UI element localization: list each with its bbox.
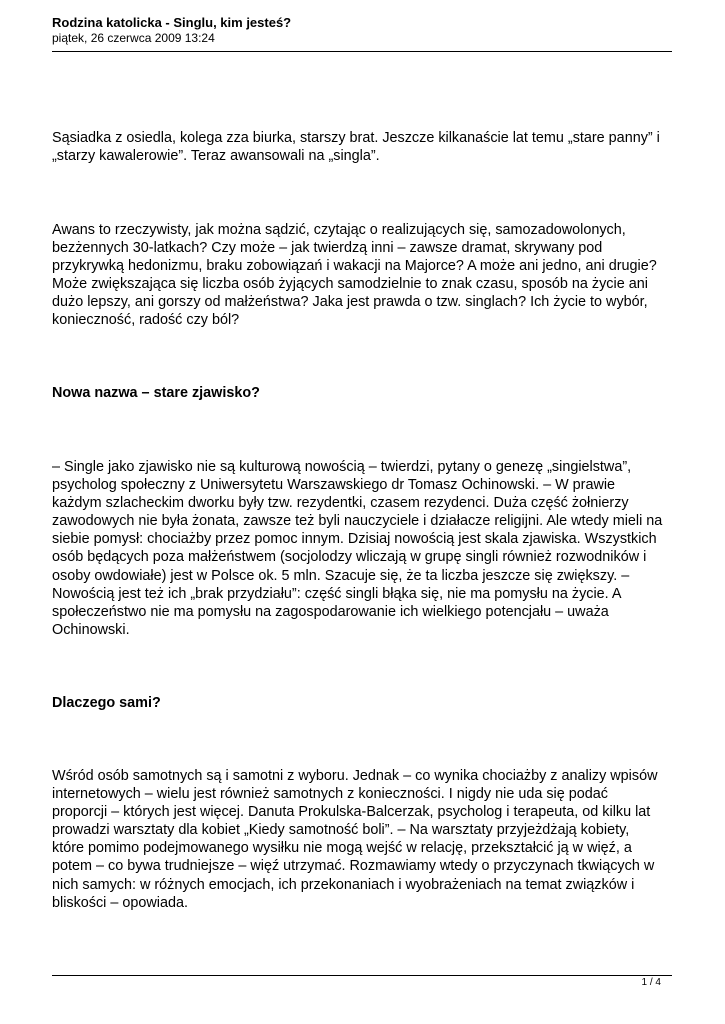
text-line: Nowością jest też ich „brak przydziału”: część singli błąka się, nie ma pomysłu na życie. A	[52, 585, 622, 602]
text-line: Awans to rzeczywisty, jak można sądzić, czytając o realizujących się, samozadowolonych,	[52, 222, 626, 238]
footer-divider	[52, 975, 672, 976]
document-title: Rodzina katolicka - Singlu, kim jesteś?	[52, 15, 292, 30]
text-line: Sąsiadka z osiedla, kolega zza biurka, starszy brat. Jeszcze kilkanaście lat temu „stare panny” i	[52, 130, 660, 146]
text-line: bliskości – opowiada.	[52, 894, 188, 911]
page-number: 1 / 4	[641, 977, 661, 988]
text-line: społeczeństwo nie ma pomysłu na zagospodarowanie ich wielkiego potencjału – uważa	[52, 603, 609, 620]
paragraph-1	[52, 221, 677, 330]
text-line: zawodowych nie była żonata, zawsze też byli nauczyciele i działacze religijni. Ale wtedy mieli na	[52, 513, 663, 530]
text-line: osoby owdowiałe) jest w Polsce ok. 5 mln. Szacuje się, że ta liczba jeszcze się zwiększy. –	[52, 567, 630, 584]
text-line: osób będących poza małżeństwem (socjolodzy wliczają w grupę singli również rozwodników i	[52, 549, 647, 566]
text-line: dużo lepszy, ani gorszy od małżeństwa? Jaka jest prawda o tzw. singlach? Ich życie to wybór,	[52, 294, 648, 311]
intro-paragraph	[52, 129, 677, 165]
text-line: psycholog społeczny z Uniwersytetu Warszawskiego dr Tomasz Ochinowski. – W prawie	[52, 477, 616, 494]
text-line: internetowych – wielu jest również samotnych z konieczności. I nigdy nie uda się podać	[52, 786, 608, 803]
paragraph-3	[52, 767, 677, 912]
text-line: bezżennych 30-latkach? Czy może – jak twierdzą inni – zawsze dramat, skrywany pod	[52, 240, 603, 257]
text-line: każdym szlacheckim dworku były tzw. rezydentki, czasem rezydenci. Duża część żołnierzy	[52, 495, 629, 512]
text-line: konieczność, radość czy ból?	[52, 312, 240, 329]
header-divider	[52, 51, 672, 52]
paragraph-2	[52, 458, 677, 639]
section-heading-1: Nowa nazwa – stare zjawisko?	[52, 385, 260, 401]
document-header	[52, 14, 672, 46]
text-line: „starzy kawalerowie”. Teraz awansowali na „singla”.	[52, 148, 380, 165]
publication-date: piątek, 26 czerwca 2009 13:24	[52, 31, 215, 45]
section-heading-2: Dlaczego sami?	[52, 695, 161, 711]
text-line: – Single jako zjawisko nie są kulturową nowością – twierdzi, pytany o genezę „singielstwa”,	[52, 459, 632, 475]
text-line: przykrywką hedonizmu, braku zobowiązań i wakacji na Majorce? A może ani jedno, ani drugie?	[52, 258, 657, 275]
text-line: nich samych: w różnych emocjach, ich przekonaniach i wyobrażeniach na temat związków i	[52, 876, 635, 893]
text-line: siebie pomysł: chociażby przez pomoc innym. Dzisiaj nowością jest skala zjawiska. Wszystkich	[52, 531, 657, 548]
text-line: Może zwiększająca się liczba osób żyjących samodzielnie to znak czasu, sposób na życie ani	[52, 276, 648, 293]
text-line: potem – co bywa trudniejsze – więź utrzymać. Rozmawiamy wtedy o przyczynach tkwiących w	[52, 858, 655, 875]
text-line: Wśród osób samotnych są i samotni z wyboru. Jednak – co wynika chociażby z analizy wpisów	[52, 768, 658, 784]
text-line: prowadzi warsztaty dla kobiet „Kiedy samotność boli”. – Na warsztaty przyjeżdżają kobiety,	[52, 822, 630, 839]
text-line: proporcji – których jest więcej. Danuta Prokulska-Balcerzak, psycholog i terapeuta, od kilku lat	[52, 804, 651, 821]
text-line: Ochinowski.	[52, 621, 130, 638]
text-line: które pomimo podejmowanego wysiłku nie mogą wejść w relację, przekształcić ją w więź, a	[52, 840, 632, 857]
